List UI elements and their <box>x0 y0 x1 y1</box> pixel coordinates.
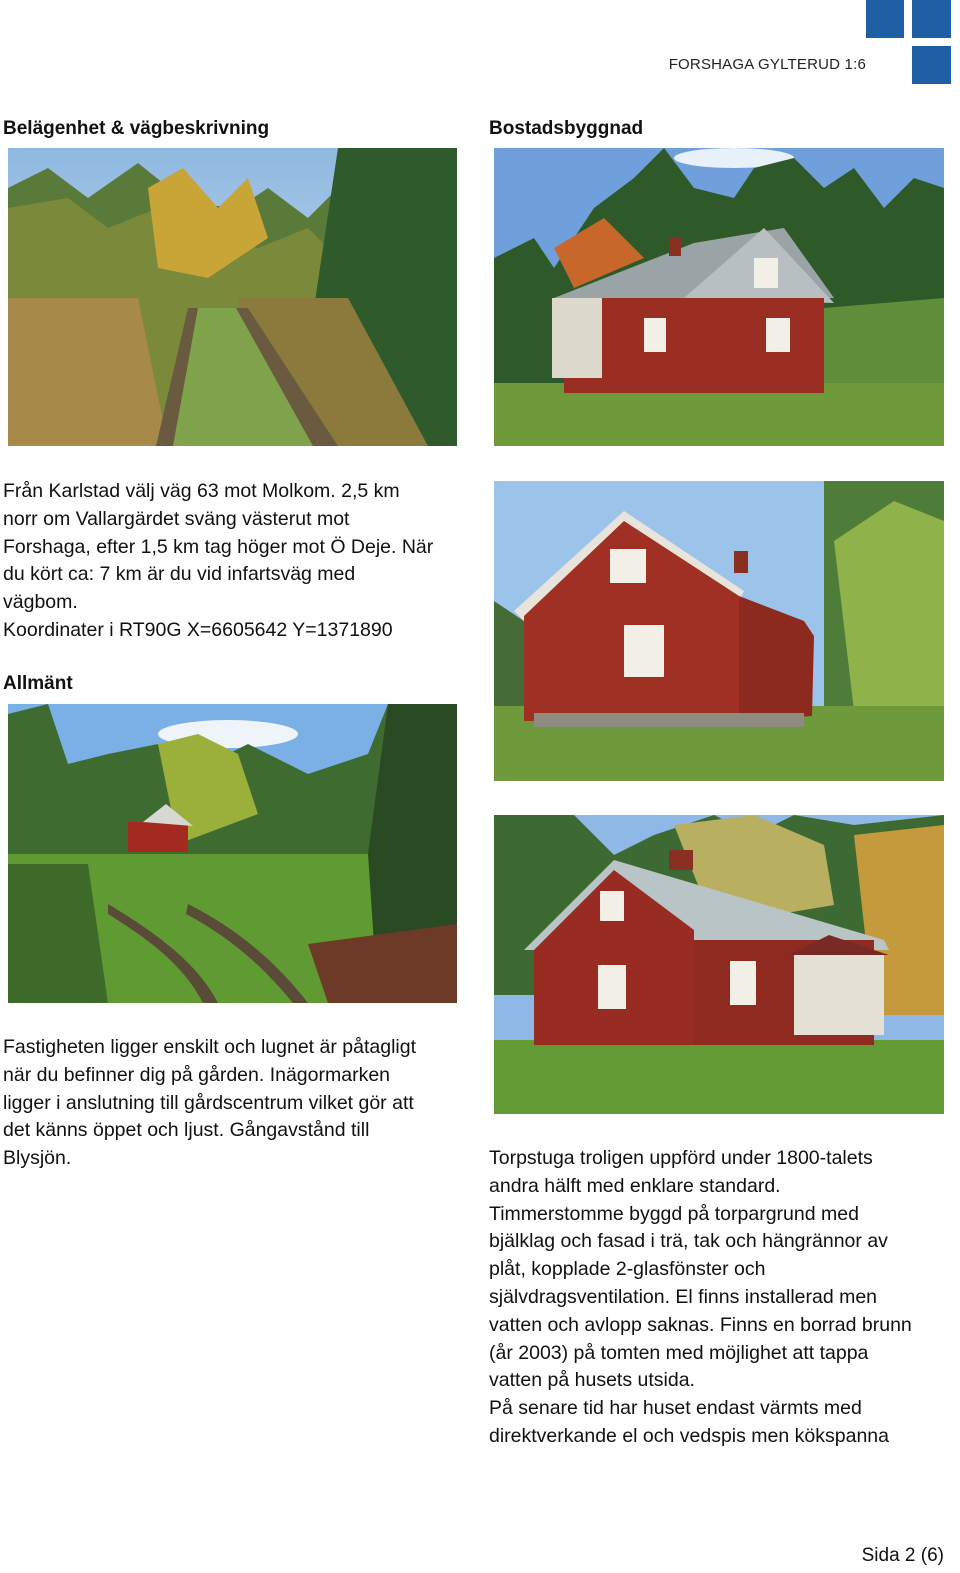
logo-square-2 <box>912 0 951 38</box>
text-line: ligger i anslutning till gårdscentrum vilket gör att <box>3 1091 414 1114</box>
heading-building: Bostadsbyggnad <box>489 118 644 139</box>
text-line: bjälklag och fasad i trä, tak och hängrännor av <box>489 1230 888 1253</box>
general-text <box>3 1034 416 1173</box>
text-line: Koordinater i RT90G X=6605642 Y=1371890 <box>3 618 393 641</box>
photo-forest-road <box>8 148 457 446</box>
text-line: det känns öppet och ljust. Gångavstånd till <box>3 1119 370 1142</box>
logo-square-1 <box>866 0 904 38</box>
text-line: direktverkande el och vedspis men kökspanna <box>489 1424 889 1447</box>
text-line: Timmerstomme byggd på torpargrund med <box>489 1202 859 1225</box>
text-line: Forshaga, efter 1,5 km tag höger mot Ö Deje. När <box>3 535 434 558</box>
text-line: Torpstuga troligen uppförd under 1800-talets <box>489 1147 873 1169</box>
document-title: FORSHAGA GYLTERUD 1:6 <box>668 56 866 73</box>
building-text <box>489 1145 912 1451</box>
text-line: Från Karlstad välj väg 63 mot Molkom. 2,5 km <box>3 480 400 502</box>
directions-text <box>3 478 433 645</box>
text-line: när du befinner dig på gården. Inägormarken <box>3 1063 391 1086</box>
text-line: vägbom. <box>3 591 78 614</box>
photo-house-gable <box>494 481 944 781</box>
text-line: du kört ca: 7 km är du vid infartsväg med <box>3 563 356 586</box>
text-line: Blysjön. <box>3 1147 72 1170</box>
page-number: Sida 2 (6) <box>861 1545 944 1566</box>
text-line: På senare tid har huset endast värmts med <box>489 1397 862 1420</box>
photo-field-road <box>8 704 457 1003</box>
text-line: (år 2003) på tomten med möjlighet att tappa <box>489 1341 869 1364</box>
text-line: plåt, kopplade 2-glasfönster och <box>489 1258 766 1281</box>
photo-house-side <box>494 815 944 1114</box>
text-line: andra hälft med enklare standard. <box>489 1174 781 1197</box>
text-line: vatten och avlopp saknas. Finns en borrad brunn <box>489 1313 912 1336</box>
text-line: självdragsventilation. El finns installerad men <box>489 1285 878 1308</box>
text-line: Fastigheten ligger enskilt och lugnet är påtagligt <box>3 1036 417 1058</box>
photo-house-front <box>494 148 944 446</box>
heading-general: Allmänt <box>3 673 73 694</box>
logo-square-3 <box>912 46 951 84</box>
heading-location: Belägenhet & vägbeskrivning <box>3 118 270 139</box>
text-line: norr om Vallargärdet sväng västerut mot <box>3 507 350 530</box>
text-line: vatten på husets utsida. <box>489 1369 695 1392</box>
